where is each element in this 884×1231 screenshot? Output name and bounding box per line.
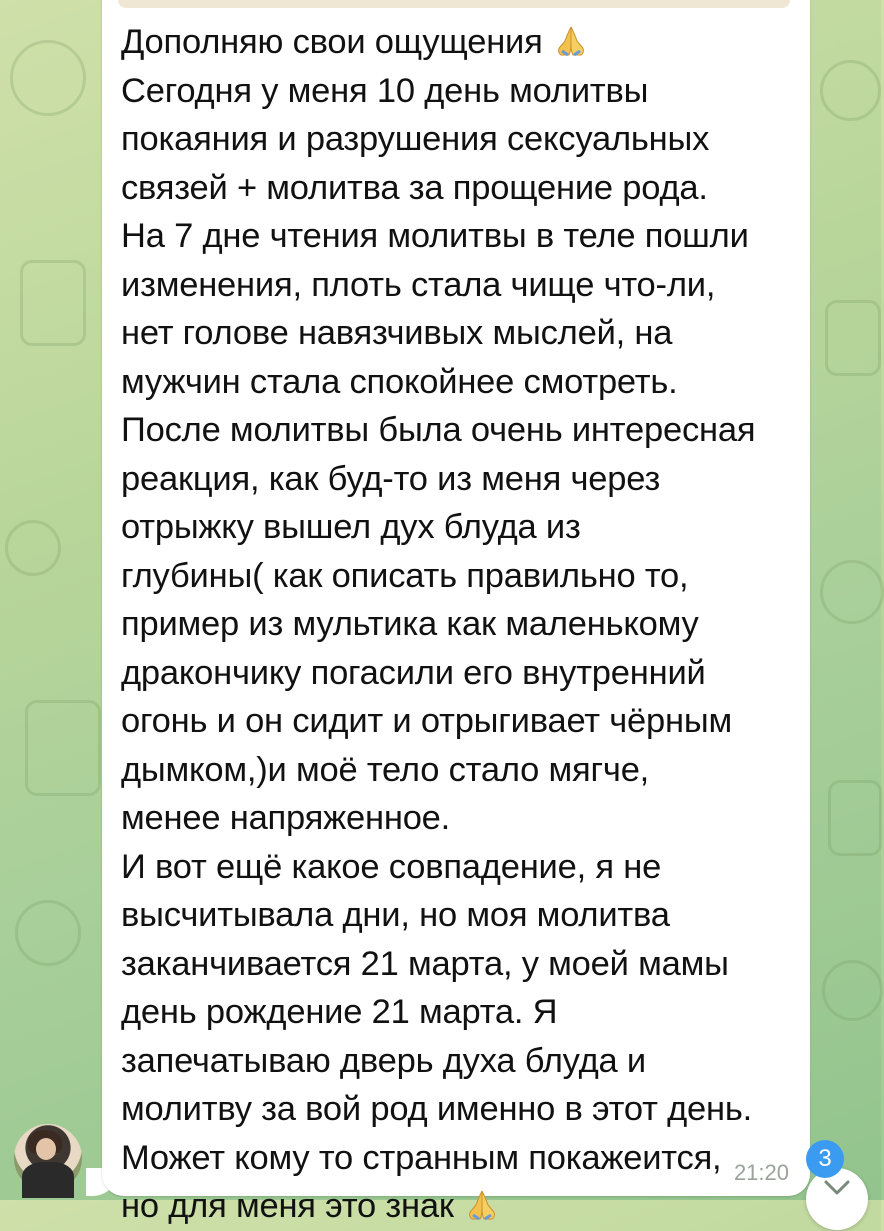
message-line-text: реакция, как буд-то из меня через [121,459,661,498]
message-line [121,455,801,504]
message-line-text: После молитвы была очень интересная [121,411,756,449]
message-line [121,552,801,601]
wallpaper-doodle [820,560,884,624]
message-line-text: но для меня это знак [121,1187,454,1225]
unread-count-badge: 3 [806,1140,844,1178]
message-line [121,891,801,940]
message-time: 21:20 [733,1160,789,1185]
message-line-text: дымком,)и моё тело стало мягче, [121,750,650,789]
folded-hands-icon [467,1189,497,1221]
message-line [121,503,801,552]
message-line [121,649,801,698]
message-line-text: изменения, плоть стала чище что-ли, [121,265,716,304]
message-line-text: На 7 дне чтения молитвы в теле пошли [121,217,749,255]
wallpaper-doodle [20,260,86,346]
message-line-text: запечатываю дверь духа блуда и [121,1041,646,1080]
message-line [121,1037,801,1086]
message-line-text: Сегодня у меня 10 день молитвы [121,71,649,110]
message-line [121,212,801,261]
message-line-text: Может кому то странным покажеится, [121,1138,722,1177]
avatar-body [22,1162,74,1198]
message-line [121,309,801,358]
message-line-text: пример из мультика как маленькому [121,605,699,643]
message-line [121,358,801,407]
message-line-text: отрыжку вышел дух блуда из [121,508,581,546]
wallpaper-doodle [820,60,881,121]
message-line [121,600,801,649]
message-line-text: заканчивается 21 марта, у моей мамы [121,944,729,983]
avatar-face [36,1138,56,1160]
message-line [121,843,801,892]
message-line [121,746,801,795]
message-line-text: огонь и он сидит и отрыгивает чёрным [121,702,733,740]
message-line-text: молитву за вой род именно в этот день. [121,1090,753,1128]
message-line [121,18,801,67]
message-line [121,940,801,989]
wallpaper-doodle [25,700,101,796]
message-line [121,67,801,116]
message-line [121,115,801,164]
reply-preview-strip[interactable] [118,0,790,8]
wallpaper-doodle [15,900,81,966]
wallpaper-doodle [822,960,883,1021]
message-line [121,164,801,213]
message-line [121,406,801,455]
message-line-text: день рождение 21 марта. Я [121,993,558,1031]
message-line [121,794,801,843]
message-line-text: дракончику погасили его внутренний [121,653,706,692]
message-line [121,1085,801,1134]
message-line [121,261,801,310]
wallpaper-doodle [825,300,881,376]
scroll-to-bottom-button[interactable] [806,1168,868,1230]
sender-avatar[interactable] [14,1124,82,1192]
message-text [121,18,801,1231]
message-line-text: глубины( как описать правильно то, [121,556,689,595]
wallpaper-doodle [10,40,86,116]
message-line-text: И вот ещё какое совпадение, я не [121,847,662,886]
message-line-text: нет голове навязчивых мыслей, на [121,314,673,352]
wallpaper-doodle [5,520,61,576]
message-line-text: покаяния и разрушения сексуальных [121,120,710,158]
message-line-text: высчитывала дни, но моя молитва [121,896,670,934]
chevron-down-icon [823,1178,851,1198]
message-line-text: связей + молитва за прощение рода. [121,168,708,207]
folded-hands-icon [556,25,586,57]
message-line-text: менее напряженное. [121,799,451,837]
message-line [121,988,801,1037]
message-line [121,1182,801,1231]
message-line-text: мужчин стала спокойнее смотреть. [121,362,678,401]
message-line [121,697,801,746]
message-line [121,1134,801,1183]
message-line-text: Дополняю свои ощущения [121,23,543,61]
wallpaper-doodle [828,780,882,856]
